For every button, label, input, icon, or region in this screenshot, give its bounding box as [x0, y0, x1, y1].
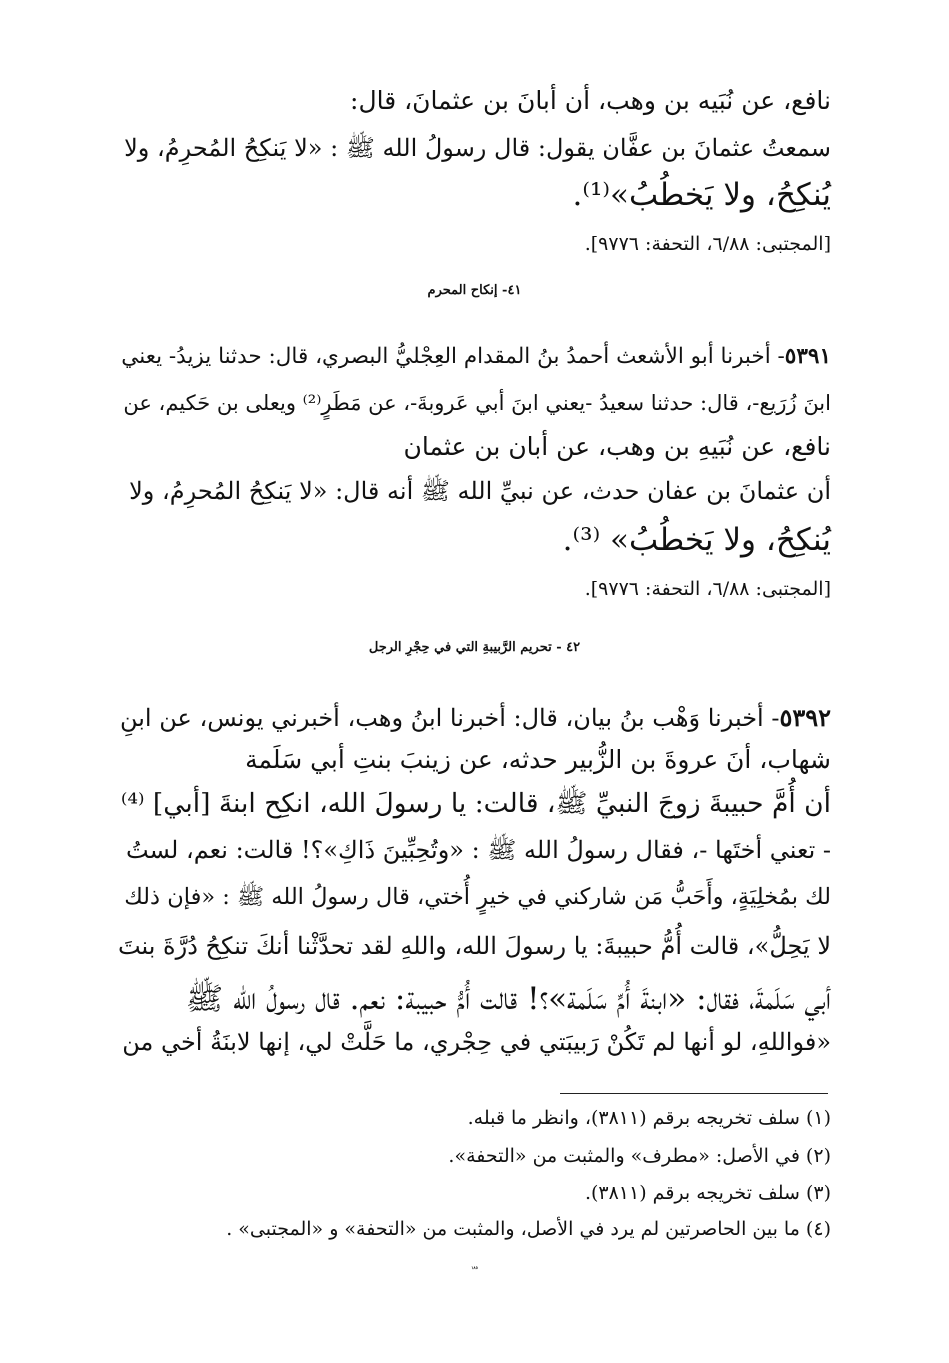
text-line: نافع، عن نُبَيه بن وهب، أن أبانَ بن عثمانَ، قال:: [350, 86, 831, 115]
hadith-text-line: لك بمُخلِيَةٍ، وأَحَبُّ مَن شاركني في خيرٍ أُختي، قال رسولُ الله ﷺ : «فإن ذلك: [124, 884, 831, 910]
text-line: [118, 703, 831, 732]
footnote-divider: [560, 1093, 828, 1094]
text-line-content: - أخبرنا وَهْب بنُ بيان، قال: أخبرنا ابنُ وهب، أخبرني يونس، عن ابنِ: [119, 704, 780, 732]
text-line: [118, 344, 831, 369]
hadith-text-line: «فواللهِ، لو أنها لم تَكُنْ رَبيبَتي في حِجْري، ما حَلَّتْ لي، إنها لابنَةُ أخي من: [122, 1028, 831, 1056]
text-line: شهاب، أنَ عروةَ بن الزُّبير حدثه، عن زينبَ بنتِ أبي سَلَمة: [245, 745, 831, 774]
hadith-text-line: أن أُمَّ حبيبةَ زوجَ النبيِّ ﷺ، قالت: يا رسولَ الله، انكِح ابنةَ [أبي] ⁽⁴⁾: [120, 788, 831, 819]
hadith-number: ٥٣٩٢: [779, 703, 831, 732]
source-reference: [المجتبى: ٦/٨٨، التحفة: ٩٧٧٦].: [584, 578, 831, 600]
source-reference: [المجتبى: ٦/٨٨، التحفة: ٩٧٧٦].: [584, 233, 831, 255]
footnote: (٢) في الأصل: «مطرف» والمثبت من «التحفة».: [448, 1145, 831, 1167]
hadith-text-line: يُنكِحُ، ولا يَخطُبُ»⁽¹⁾.: [572, 177, 831, 213]
chapter-heading: ٤٢ - تحريم الرَّبيبةِ التي في حِجْرِ الرجل: [368, 640, 581, 655]
hadith-text-line: يُنكِحُ، ولا يَخطُبُ» ⁽³⁾.: [562, 522, 831, 558]
footnote: (٤) ما بين الحاصرتين لم يرد في الأصل، والمثبت من «التحفة» و «المجتبى» .: [226, 1218, 831, 1240]
text-line: ابنَ زُرَيع-، قال: حدثنا سعيدُ -يعني ابنَ أبي عَروبةَ-، عن مَطَرٍ⁽²⁾ ويعلى بن حَكيم، عن: [123, 391, 831, 415]
hadith-text-line: أن عثمانَ بن عفان حدث، عن نبيِّ الله ﷺ أنه قال: «لا يَنكِحُ المُحرِمُ، ولا: [129, 477, 831, 505]
footnote: (٣) سلف تخريجه برقم (٣٨١١).: [584, 1182, 831, 1204]
text-line: نافع، عن نُبَيهِ بن وهب، عن أبان بن عثمان: [403, 432, 831, 461]
text-line-content: - أخبرنا أبو الأشعث أحمدُ بنُ المقدام العِجْليُّ البصري، قال: حدثنا يزيدُ- يعني: [121, 344, 785, 369]
hadith-text-line: سمعتُ عثمانَ بن عفَّان يقول: قال رسولُ الله ﷺ : «لا يَنكِحُ المُحرِمُ، ولا: [124, 134, 831, 162]
hadith-text-line: - تعني أختَها -، فقال رسولُ الله ﷺ : «وتُحِبِّينَ ذَاكِ»؟! قالت: نعم، لستُ: [126, 836, 831, 864]
page-number: ١٨٥: [471, 1265, 478, 1270]
hadith-number: ٥٣٩١: [784, 344, 831, 369]
hadith-text-line: لا يَحِلُّ»، قالت أُمُّ حبيبةَ: يا رسولَ الله، واللهِ لقد تحدَّثْنا أنكَ تنكِحُ دُرَّةَ بنتَ: [117, 932, 831, 960]
hadith-text-line: أبي سَلَمةَ، فقال: «ابنةَ أُمِّ سَلَمة»؟! قالت أُمُّ حبيبة: نعم. قال رسولُ الله ﷺ: [185, 981, 831, 1017]
footnote: (١) سلف تخريجه برقم (٣٨١١)، وانظر ما قبله.: [467, 1107, 831, 1129]
chapter-heading: ٤١- إنكاح المحرم: [427, 283, 522, 298]
